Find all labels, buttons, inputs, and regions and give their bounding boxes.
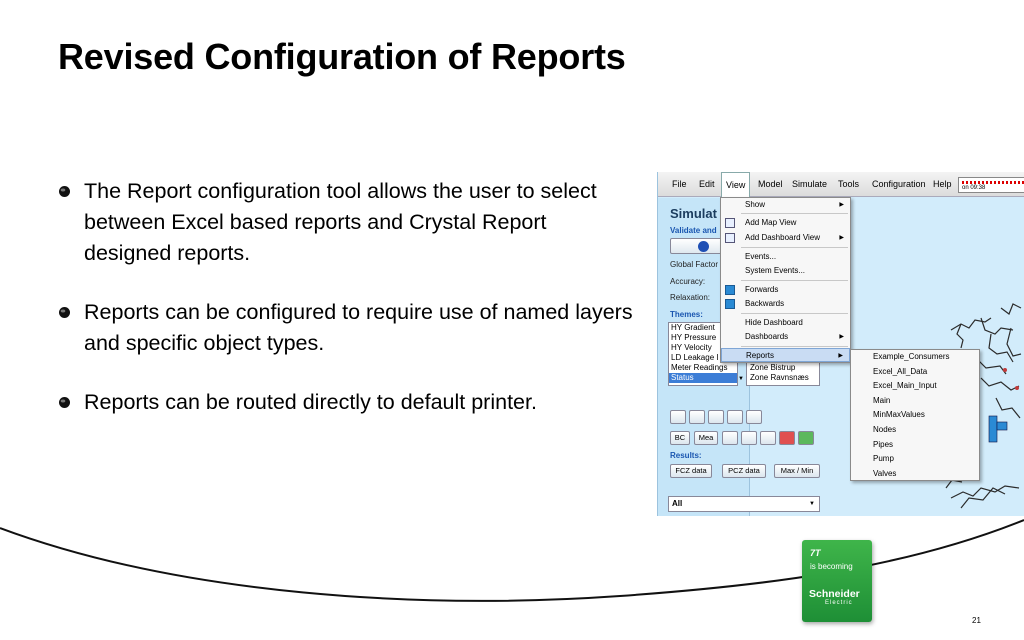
app-screenshot [657, 172, 1024, 516]
refresh-icon[interactable] [760, 431, 776, 445]
panel-heading: Simulat [670, 206, 717, 221]
menu-item-label: Backwards [745, 299, 785, 308]
menu-item-dashboards[interactable] [721, 330, 850, 344]
bc-button[interactable]: BC [670, 431, 690, 445]
menu-model[interactable]: Model [758, 179, 783, 189]
validate-icon [698, 241, 709, 252]
menu-edit[interactable]: Edit [699, 179, 715, 189]
bullet-text: Reports can be routed directly to default printer. [84, 390, 537, 414]
view-menu-dropdown [720, 197, 851, 363]
menu-item-label: System Events... [745, 266, 806, 275]
menu-help[interactable]: Help [933, 179, 952, 189]
menu-view[interactable]: View [721, 172, 750, 198]
menu-item-hide-dashboard[interactable] [721, 316, 850, 330]
tool-icons [722, 431, 814, 445]
list-item[interactable]: Zone Ravnsnæs [750, 373, 809, 382]
menu-item-reports[interactable] [721, 348, 850, 362]
list-item[interactable]: LD Leakage I [671, 353, 719, 362]
forwards-icon [725, 285, 735, 295]
filter-select-value: All [672, 499, 683, 508]
validate-link[interactable]: Validate and [670, 226, 717, 235]
zones-list[interactable] [746, 362, 820, 386]
menu-item-label: Dashboards [745, 332, 789, 341]
page-number: 21 [972, 616, 981, 625]
zoom-extent-icon[interactable] [708, 410, 724, 424]
chevron-right-icon: ▶ [838, 353, 843, 359]
report-excel-all-data[interactable]: Excel_All_Data [873, 366, 928, 376]
max-min-button[interactable]: Max / Min [774, 464, 820, 478]
chevron-right-icon: ▶ [839, 235, 844, 241]
chevron-down-icon[interactable]: ▼ [738, 376, 744, 382]
zoom-previous-icon[interactable] [746, 410, 762, 424]
report-valves[interactable]: Valves [873, 468, 897, 478]
report-pipes[interactable]: Pipes [873, 439, 894, 449]
menu-item-add-dashboard-view[interactable] [721, 231, 850, 245]
slide-title: Revised Configuration of Reports [58, 36, 626, 77]
report-minmaxvalues[interactable]: MinMaxValues [873, 410, 925, 420]
bullet-icon [58, 396, 71, 409]
menu-divider [741, 346, 848, 347]
company-logo [802, 540, 872, 622]
dashboard-view-icon [725, 233, 735, 243]
report-example-consumers[interactable]: Example_Consumers [873, 352, 950, 361]
report-nodes[interactable]: Nodes [873, 424, 897, 434]
report-excel-main-input[interactable]: Excel_Main_Input [873, 381, 937, 391]
menu-item-label: Hide Dashboard [745, 318, 803, 327]
menu-item-label: Reports [746, 351, 775, 360]
bullet-item [58, 387, 633, 418]
zoom-toolbar [670, 410, 762, 424]
menu-item-label: Add Dashboard View [745, 233, 821, 242]
logo-7t: 7T [810, 548, 821, 558]
doc-icon[interactable] [722, 431, 738, 445]
fcz-data-button[interactable]: FCZ data [670, 464, 712, 478]
menu-item-forwards[interactable] [721, 283, 850, 297]
menu-item-label: Add Map View [745, 218, 797, 227]
global-factor-label: Global Factor [670, 260, 719, 269]
chevron-right-icon: ▶ [839, 202, 844, 208]
menu-configuration[interactable]: Configuration [872, 179, 926, 189]
menu-item-label: Events... [745, 252, 777, 261]
menu-item-system-events[interactable] [721, 264, 850, 278]
report-pump[interactable]: Pump [873, 454, 894, 464]
menu-bar [658, 172, 1024, 197]
logo-brand: Schneider [809, 588, 860, 600]
mea-button[interactable]: Mea [694, 431, 718, 445]
bullet-list [58, 176, 633, 446]
reports-submenu [850, 349, 980, 481]
chevron-right-icon: ▶ [839, 334, 844, 340]
menu-item-label: Show [745, 200, 766, 209]
menu-item-label: Forwards [745, 285, 779, 294]
zoom-out-icon[interactable] [689, 410, 705, 424]
layers-icon[interactable] [741, 431, 757, 445]
bullet-item [58, 297, 633, 359]
report-main[interactable]: Main [873, 395, 891, 405]
pump-icon[interactable] [798, 431, 814, 445]
chevron-down-icon: ▼ [809, 501, 815, 507]
status-indicator [958, 177, 1024, 193]
bullet-item [58, 176, 633, 269]
bullet-text: Reports can be configured to require use of named layers and specific object types. [84, 300, 633, 355]
valve-icon[interactable] [779, 431, 795, 445]
bullet-text: The Report configuration tool allows the user to select between Excel based reports and Crystal Report designed reports. [84, 179, 597, 265]
bullet-icon [58, 185, 71, 198]
list-item[interactable]: HY Gradient [671, 323, 715, 332]
bullet-icon [58, 306, 71, 319]
pcz-data-button[interactable]: PCZ data [722, 464, 766, 478]
list-item[interactable]: HY Velocity [671, 343, 712, 352]
status-strip [962, 181, 1024, 184]
zoom-window-icon[interactable] [727, 410, 743, 424]
menu-file[interactable]: File [672, 179, 687, 189]
themes-label: Themes: [670, 310, 703, 319]
menu-simulate[interactable]: Simulate [792, 179, 828, 189]
menu-tools[interactable]: Tools [838, 179, 860, 189]
menu-divider [741, 213, 848, 214]
status-time: on 09:38 [962, 185, 986, 191]
menu-item-add-map-view[interactable] [721, 216, 850, 230]
list-item[interactable]: Zone Bistrup [750, 363, 796, 372]
relaxation-label: Relaxation: [670, 293, 711, 302]
accuracy-label: Accuracy: [670, 277, 706, 286]
menu-item-events[interactable] [721, 250, 850, 264]
logo-brand-sub: Electric [825, 600, 853, 606]
list-item[interactable]: HY Pressure [671, 333, 717, 342]
map-view-icon [725, 218, 735, 228]
menu-item-backwards[interactable] [721, 297, 850, 311]
menu-item-show[interactable] [721, 198, 850, 212]
results-label: Results: [670, 451, 702, 460]
logo-tagline: is becoming [810, 562, 853, 571]
menu-divider [741, 247, 848, 248]
list-item[interactable]: Meter Readings [671, 363, 728, 372]
menu-divider [741, 280, 848, 281]
list-item-selected[interactable]: Status [669, 373, 737, 383]
backwards-icon [725, 299, 735, 309]
menu-divider [741, 313, 848, 314]
zoom-in-icon[interactable] [670, 410, 686, 424]
